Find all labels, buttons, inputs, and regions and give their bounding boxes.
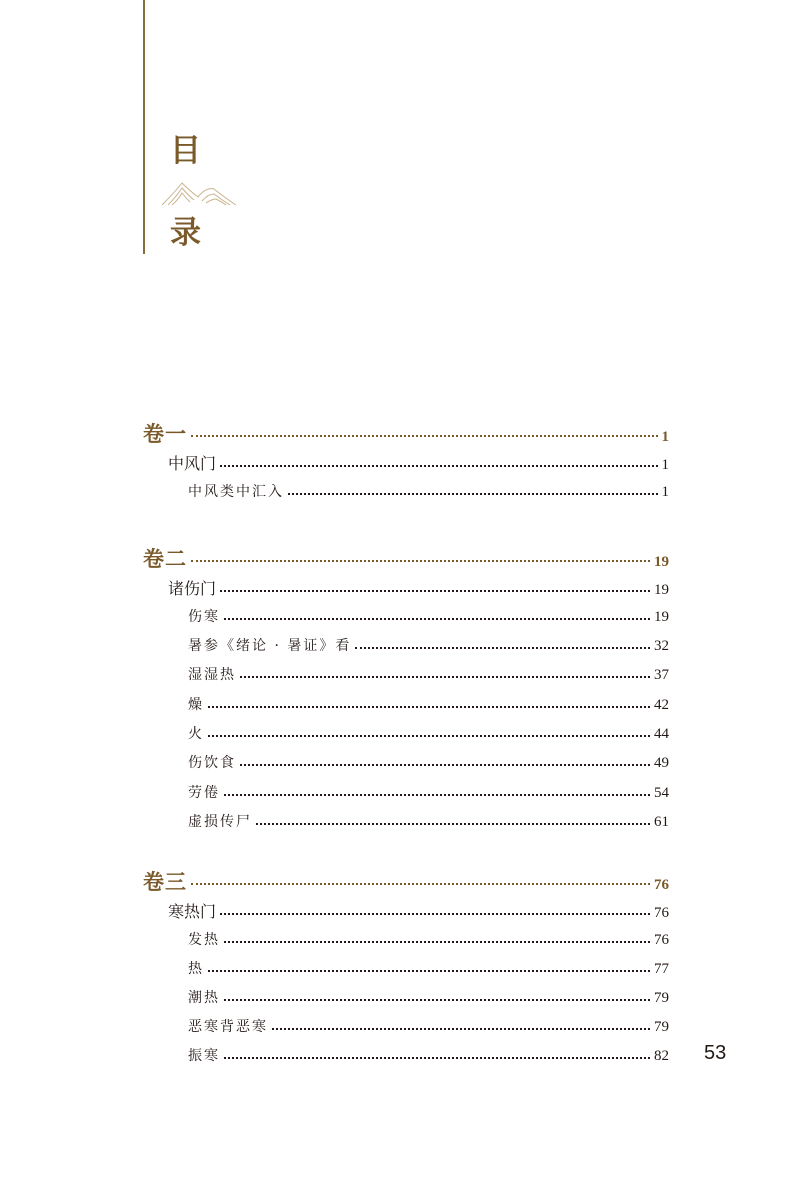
toc-entry-label: 卷二 <box>143 546 187 571</box>
toc-entry-label: 火 <box>188 726 204 742</box>
dot-leader <box>288 493 658 495</box>
toc-entry-sub <box>188 1016 669 1036</box>
toc-entry-sub <box>188 635 669 655</box>
toc-entry-vol <box>143 418 669 448</box>
dot-leader <box>191 435 658 437</box>
toc-entry-label: 湿湿热 <box>188 667 236 683</box>
toc-entry-label: 发热 <box>188 932 220 948</box>
toc-entry-sub <box>188 1045 669 1065</box>
dot-leader <box>220 465 657 467</box>
toc-entry-label: 中风门 <box>168 454 217 473</box>
toc-entry-label: 燥 <box>188 697 204 713</box>
toc-entry-label: 卷一 <box>143 421 187 446</box>
toc-entry-vol <box>143 543 669 573</box>
toc-entry-label: 伤饮食 <box>188 755 236 771</box>
heading-char-lu: 录 <box>170 215 201 251</box>
toc-entry-page: 1 <box>661 457 669 473</box>
toc-entry-sec <box>168 899 669 922</box>
toc-entry-label: 暑参《绪论 · 暑证》看 <box>188 638 352 654</box>
toc-entry-page: 44 <box>654 726 669 742</box>
toc-entry-page: 54 <box>654 785 669 801</box>
toc-entry-sub <box>188 606 669 626</box>
dot-leader <box>256 823 650 825</box>
toc-entry-label: 劳倦 <box>188 785 220 801</box>
toc-entry-page: 82 <box>654 1048 669 1064</box>
dot-leader <box>240 676 650 678</box>
toc-entry-page: 77 <box>654 961 669 977</box>
toc-entry-page: 32 <box>654 638 669 654</box>
toc-entry-sub <box>188 664 669 684</box>
dot-leader <box>224 794 650 796</box>
toc-entry-label: 寒热门 <box>168 902 217 921</box>
toc-entry-page: 37 <box>654 667 669 683</box>
toc-entry-page: 19 <box>654 609 669 625</box>
toc-entry-page: 42 <box>654 697 669 713</box>
toc-entry-sub <box>188 987 669 1007</box>
toc-entry-page: 79 <box>654 1019 669 1035</box>
dot-leader <box>224 941 650 943</box>
toc-entry-sub <box>188 752 669 772</box>
toc-entry-label: 中风类中汇入 <box>188 484 284 500</box>
toc-entry-page: 76 <box>654 877 669 893</box>
toc-entry-page: 49 <box>654 755 669 771</box>
toc-entry-page: 1 <box>661 429 669 445</box>
dot-leader <box>272 1028 650 1030</box>
toc-entry-page: 61 <box>654 814 669 830</box>
toc-entry-sub <box>188 929 669 949</box>
toc-entry-sec <box>168 576 669 599</box>
toc-entry-vol <box>143 866 669 896</box>
toc-entry-sub <box>188 723 669 743</box>
toc-entry-label: 伤寒 <box>188 609 220 625</box>
toc-entry-sub <box>188 782 669 802</box>
toc-entry-sub <box>188 958 669 978</box>
toc-entry-page: 19 <box>654 582 669 598</box>
toc-entry-sub <box>188 811 669 831</box>
dot-leader <box>224 618 650 620</box>
toc-entry-page: 19 <box>654 554 669 570</box>
toc-entry-label: 恶寒背恶寒 <box>188 1019 268 1035</box>
toc-entry-sec <box>168 451 669 474</box>
toc-entry-label: 热 <box>188 961 204 977</box>
toc-entry-page: 1 <box>661 484 669 500</box>
decorative-vertical-rule <box>143 0 145 254</box>
dot-leader <box>220 913 650 915</box>
toc-entry-sub <box>188 694 669 714</box>
toc-entry-label: 虚损传尸 <box>188 814 252 830</box>
toc-entry-sub <box>188 481 669 501</box>
dot-leader <box>240 764 650 766</box>
toc-entry-label: 潮热 <box>188 990 220 1006</box>
dot-leader <box>224 1057 650 1059</box>
heading-char-mu: 目 <box>170 133 201 169</box>
page-number: 53 <box>704 1042 727 1064</box>
toc-entry-label: 诸伤门 <box>168 579 217 598</box>
toc-entry-label: 振寒 <box>188 1048 220 1064</box>
mountain-ornament-icon <box>160 175 238 211</box>
dot-leader <box>208 706 650 708</box>
dot-leader <box>220 590 650 592</box>
toc-entry-page: 79 <box>654 990 669 1006</box>
dot-leader <box>191 560 650 562</box>
dot-leader <box>208 970 650 972</box>
toc-entry-page: 76 <box>654 905 669 921</box>
dot-leader <box>224 999 650 1001</box>
toc-entry-label: 卷三 <box>143 869 187 894</box>
toc-entry-page: 76 <box>654 932 669 948</box>
dot-leader <box>191 883 650 885</box>
dot-leader <box>355 647 650 649</box>
dot-leader <box>208 735 650 737</box>
